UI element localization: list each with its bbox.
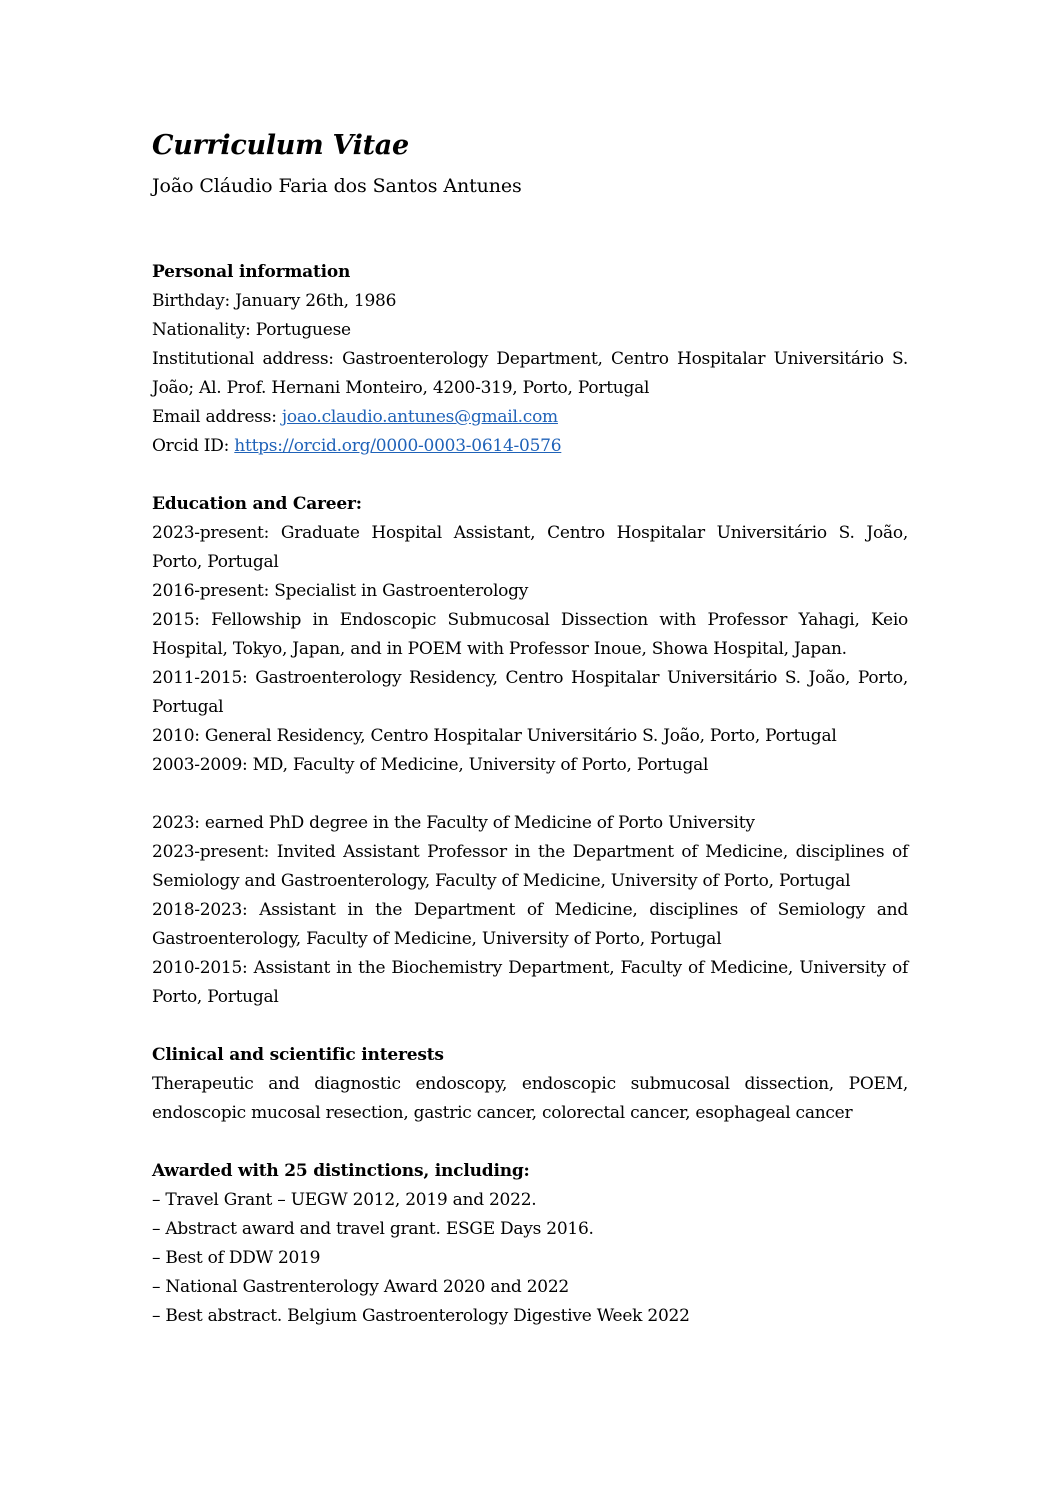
orcid-label: Orcid ID: xyxy=(152,436,235,456)
birthday-line: Birthday: January 26th, 1986 xyxy=(152,291,397,311)
award-item: – National Gastrenterology Award 2020 and 2022 xyxy=(152,1277,569,1297)
awards-heading: Awarded with 25 distinctions, including: xyxy=(152,1161,530,1181)
academic-item: 2018-2023: Assistant in the Department of Medicine, disciplines of Semiology and Gastroenterology, Faculty of Medicine, University of Porto, Portugal xyxy=(152,900,908,949)
career-item: 2016-present: Specialist in Gastroenterology xyxy=(152,581,529,601)
award-item: – Best abstract. Belgium Gastroenterology Digestive Week 2022 xyxy=(152,1306,690,1326)
career-item: 2003-2009: MD, Faculty of Medicine, University of Porto, Portugal xyxy=(152,755,709,775)
academic-item: 2023: earned PhD degree in the Faculty of Medicine of Porto University xyxy=(152,813,755,833)
award-item: – Best of DDW 2019 xyxy=(152,1248,321,1268)
orcid-line xyxy=(152,432,908,461)
interests-section xyxy=(152,1041,908,1128)
person-name: João Cláudio Faria dos Santos Antunes xyxy=(152,175,522,197)
spacer xyxy=(152,200,908,258)
award-item: – Abstract award and travel grant. ESGE Days 2016. xyxy=(152,1219,594,1239)
education-career-section xyxy=(152,490,908,1012)
awards-section xyxy=(152,1157,908,1331)
career-item: 2023-present: Graduate Hospital Assistant, Centro Hospitalar Universitário S. João, Porto, Portugal xyxy=(152,523,908,572)
interests-heading: Clinical and scientific interests xyxy=(152,1045,444,1065)
spacer xyxy=(152,780,908,809)
career-item: 2015: Fellowship in Endoscopic Submucosal Dissection with Professor Yahagi, Keio Hospital, Tokyo, Japan, and in POEM with Professor Inoue, Showa Hospital, Japan. xyxy=(152,610,908,659)
orcid-link[interactable]: https://orcid.org/0000-0003-0614-0576 xyxy=(234,436,562,456)
personal-information-section xyxy=(152,258,908,461)
academic-item: 2023-present: Invited Assistant Professor in the Department of Medicine, disciplines of Semiology and Gastroenterology, Faculty of Medicine, University of Porto, Portugal xyxy=(152,842,908,891)
email-link[interactable]: joao.claudio.antunes@gmail.com xyxy=(281,407,558,427)
cv-page xyxy=(152,126,908,1331)
spacer xyxy=(152,1128,908,1157)
education-career-heading: Education and Career: xyxy=(152,494,362,514)
email-label: Email address: xyxy=(152,407,282,427)
spacer xyxy=(152,1012,908,1041)
award-item: – Travel Grant – UEGW 2012, 2019 and 2022. xyxy=(152,1190,537,1210)
interests-text: Therapeutic and diagnostic endoscopy, endoscopic submucosal dissection, POEM, endoscopic mucosal resection, gastric cancer, colorectal cancer, esophageal cancer xyxy=(152,1074,908,1123)
document-title: Curriculum Vitae xyxy=(152,130,409,161)
spacer xyxy=(152,461,908,490)
email-line xyxy=(152,403,908,432)
institutional-address-line: Institutional address: Gastroenterology Department, Centro Hospitalar Universitário S. João; Al. Prof. Hernani Monteiro, 4200-319, Porto, Portugal xyxy=(152,349,908,398)
nationality-line: Nationality: Portuguese xyxy=(152,320,351,340)
personal-information-heading: Personal information xyxy=(152,262,351,282)
academic-item: 2010-2015: Assistant in the Biochemistry Department, Faculty of Medicine, University of Porto, Portugal xyxy=(152,958,908,1007)
career-item: 2011-2015: Gastroenterology Residency, Centro Hospitalar Universitário S. João, Porto, Portugal xyxy=(152,668,908,717)
career-item: 2010: General Residency, Centro Hospitalar Universitário S. João, Porto, Portugal xyxy=(152,726,837,746)
